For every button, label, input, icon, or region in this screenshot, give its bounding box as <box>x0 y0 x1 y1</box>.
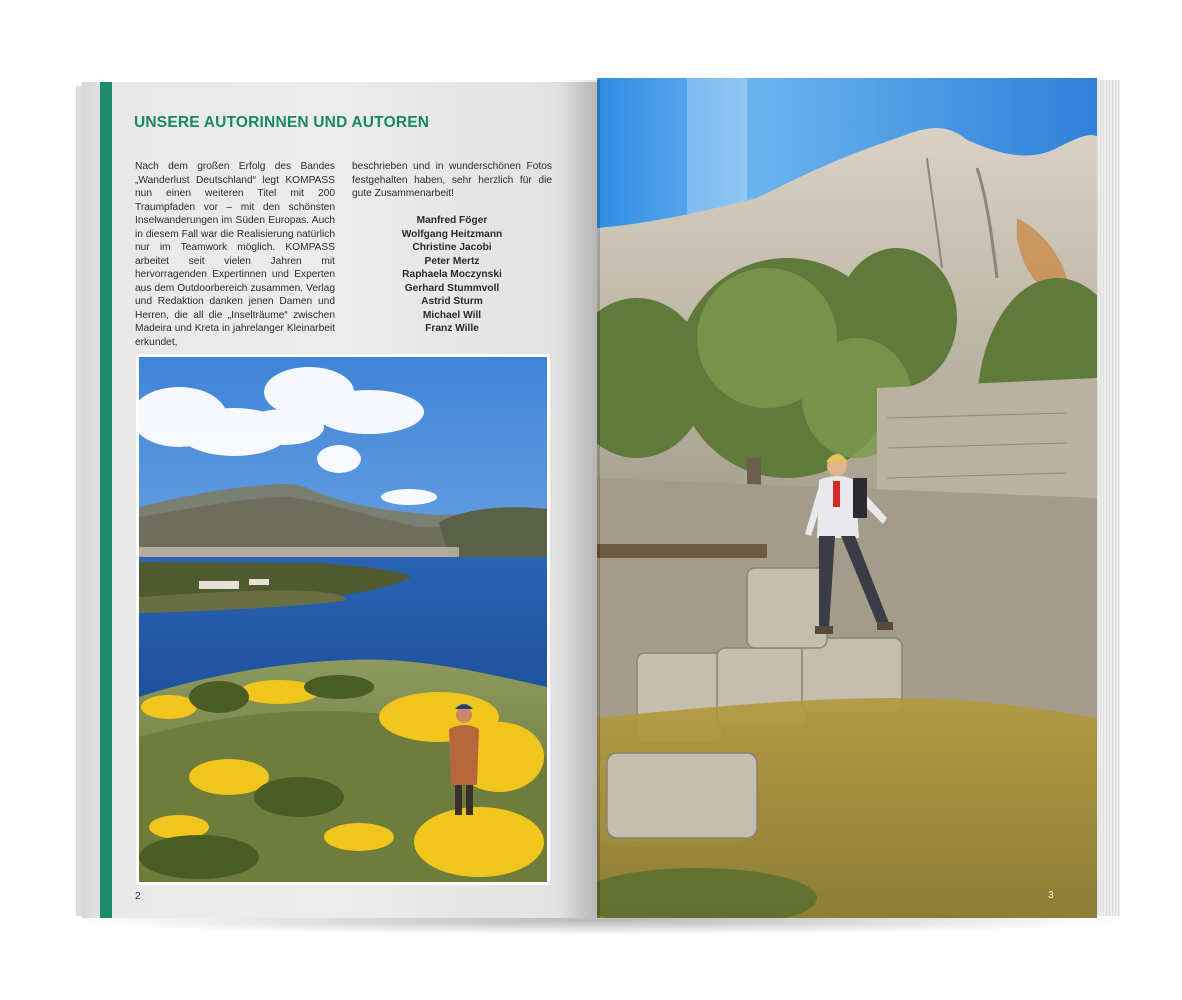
page-heading: UNSERE AUTORINNEN UND AUTOREN <box>134 114 430 131</box>
author-name: Christine Jacobi <box>412 242 492 253</box>
page-number-left: 2 <box>135 891 141 902</box>
author-name: Wolfgang Heitzmann <box>401 228 503 240</box>
author-name: Franz Wille <box>425 323 479 334</box>
body-text-column-1: Nach dem großen Erfolg des Bandes „Wanderlust Deutschland“ legt KOMPASS nun einen weiteren Titel mit 200 Traumpfaden vor – mit den schönsten Inselwanderungen im Süden Europas. Auch in diesem Fall war die Realisierung natürlich nur im Teamwork möglich. KOMPASS arbeitet seit vielen Jahren mit hervorragenden Expertinnen und Experten aus dem Outdoorbereich zusammen. Verlag und Redaktion danken jenen Damen und Herren, die all die „Inselträume“ zwischen Madeira und Kreta in jahrelanger Kleinarbeit erkundet, <box>135 161 335 348</box>
author-name: Raphaela Moczynski <box>402 269 502 280</box>
author-name: Michael Will <box>422 309 482 321</box>
author-name: Peter Mertz <box>424 255 480 267</box>
green-margin-band <box>100 82 112 918</box>
author-name: Manfred Föger <box>416 215 488 226</box>
left-page <box>82 82 597 918</box>
mountain-trail-hiker-photo <box>597 78 1097 918</box>
page-number-right: 3 <box>1048 890 1054 901</box>
body-text-column-2: beschrieben und in wunderschönen Fotos festgehalten haben, sehr herzlich für die gute Zusammenarbeit! <box>352 161 552 199</box>
right-page <box>597 78 1097 918</box>
island-hiker-photo <box>136 354 550 885</box>
page-edges-right <box>1094 80 1120 916</box>
author-name: Gerhard Stummvoll <box>404 282 500 294</box>
author-name: Astrid Sturm <box>421 296 483 307</box>
author-list <box>352 214 552 336</box>
